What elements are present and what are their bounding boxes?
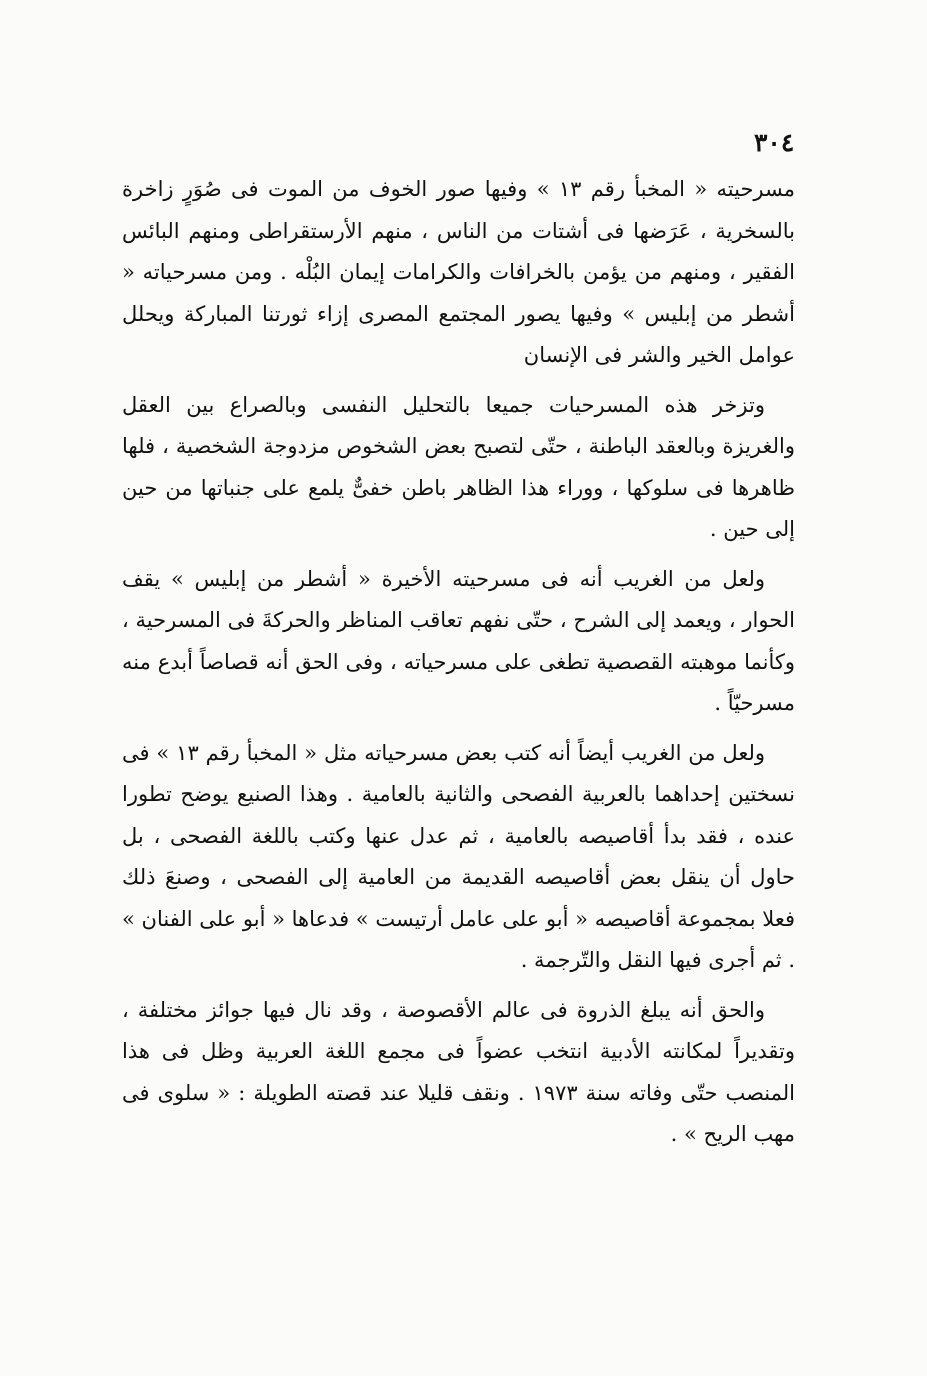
body-text [122,169,795,1164]
paragraph-2: وتزخر هذه المسرحيات جميعا بالتحليل النفسى وبالصراع بين العقل والغريزة وبالعقد الباطنة ، حتّى لتصبح بعض الشخوص مزدوجة الشخصية ، فلها ظاهرها فى سلوكها ، ووراء هذا الظاهر باطن خفىٌّ يلمع على جنباتها من حين إلى حين . [122,392,795,541]
paragraph-3: ولعل من الغريب أنه فى مسرحيته الأخيرة « أشطر من إبليس » يقف الحوار ، ويعمد إلى الشرح ، حتّى نفهم تعاقب المناظر والحركةَ فى المسرحية ، وكأنما موهبته القصصية تطغى على مسرحياته ، وفى الحق أنه قصاصاً أبدع منه مسرحيّاً . [122,566,795,715]
paragraph-4: ولعل من الغريب أيضاً أنه كتب بعض مسرحياته مثل « المخبأ رقم ١٣ » فى نسختين إحداهما بالعربية الفصحى والثانية بالعامية . وهذا الصنيع يوضح تطورا عنده ، فقد بدأ أقاصيصه بالعامية ، ثم عدل عنها وكتب باللغة الفصحى ، بل حاول أن ينقل بعض أقاصيصه القديمة من العامية إلى الفصحى ، وصنعَ ذلك فعلا بمجموعة أقاصيصه « أبو على عامل أرتيست » فدعاها « أبو على الفنان » . ثم أجرى فيها النقل والتّرجمة . [122,740,795,972]
paragraph-5: والحق أنه يبلغ الذروة فى عالم الأقصوصة ، وقد نال فيها جوائز مختلفة ، وتقديراً لمكانته الأدبية انتخب عضواً فى مجمع اللغة العربية وظل فى هذا المنصب حتّى وفاته سنة ١٩٧٣ . ونقف قليلا عند قصته الطويلة : « سلوى فى مهب الريح » . [122,997,795,1146]
paragraph-1: مسرحيته « المخبأ رقم ١٣ » وفيها صور الخوف من الموت فى صُوَرٍ زاخرة بالسخرية ، عَرَضها فى أشتات من الناس ، منهم الأرستقراطى ومنهم البائس الفقير ، ومنهم من يؤمن بالخرافات والكرامات إيمان البُلْه . ومن مسرحياته « أشطر من إبليس » وفيها يصور المجتمع المصرى إزاء ثورتنا المباركة ويحلل عوامل الخير والشر فى الإنسان [122,177,795,367]
page-number: ٣٠٤ [754,128,795,157]
